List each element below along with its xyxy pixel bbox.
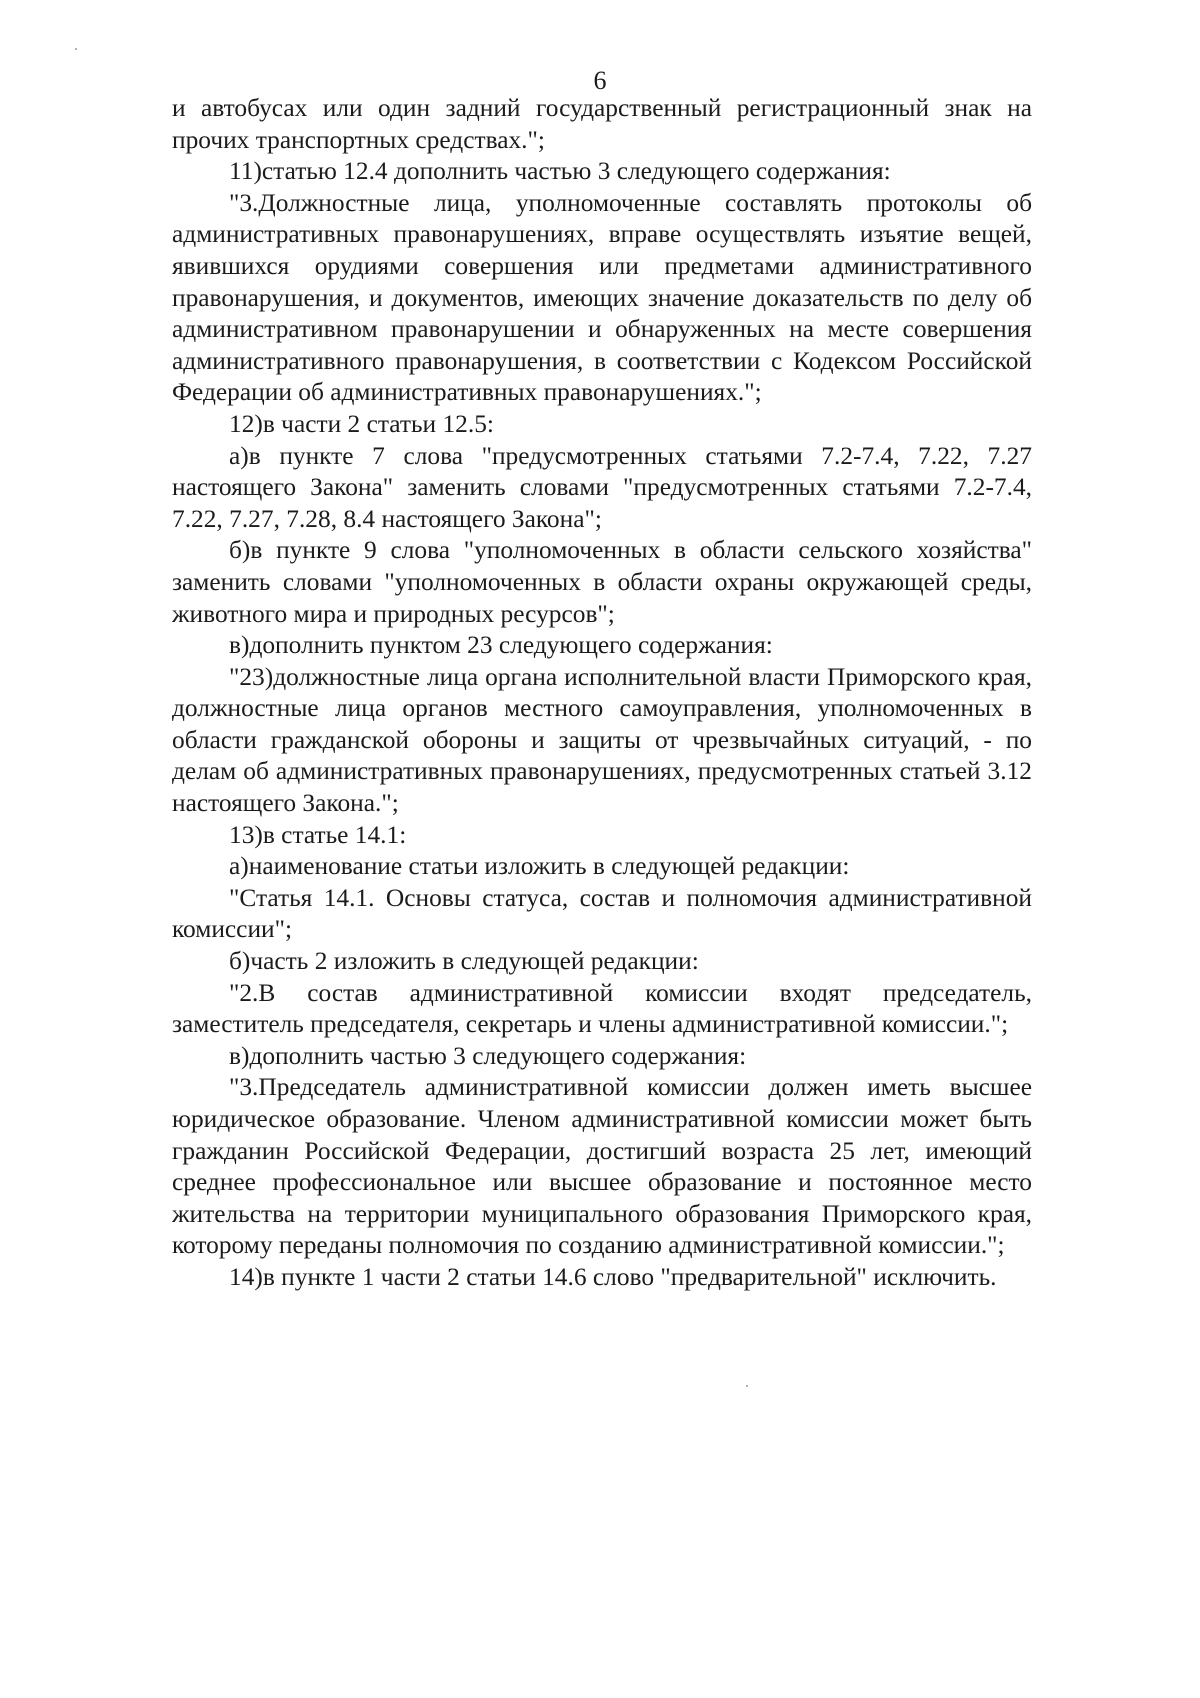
paragraph: и автобусах или один задний государственный регистрационный знак на прочих транспортных средствах."; — [172, 94, 1032, 154]
paragraph: 14)в пункте 1 части 2 статьи 14.6 слово "предварительной" исключить. — [229, 1262, 997, 1291]
paragraph: б)часть 2 изложить в следующей редакции: — [229, 947, 699, 976]
paragraph: 11)статью 12.4 дополнить частью 3 следующего содержания: — [229, 157, 891, 186]
paragraph: "23)должностные лица органа исполнительной власти Приморского края, должностные лица органов местного самоуправления, уполномоченных в области гражданской обороны и защиты от чрезвычайных ситуаций, - по делам об административных правонарушениях, предусмотренных статьей 3.12 настоящего Закона."; — [172, 662, 1032, 818]
page-number: 6 — [593, 66, 607, 95]
paragraph: "Статья 14.1. Основы статуса, состав и полномочия административной комиссии"; — [172, 883, 1032, 944]
scan-speck — [75, 48, 77, 50]
paragraph: в)дополнить частью 3 следующего содержания: — [229, 1041, 747, 1070]
paragraph: в)дополнить пунктом 23 следующего содержания: — [229, 631, 773, 660]
document-body — [172, 93, 1032, 1294]
paragraph: а)в пункте 7 слова "предусмотренных статьями 7.2-7.4, 7.22, 7.27 настоящего Закона" заменить словами "предусмотренных статьями 7.2-7.4, 7.22, 7.27, 7.28, 8.4 настоящего Закона"; — [172, 441, 1032, 533]
paragraph: "2.В состав административной комиссии входят председатель, заместитель председателя, секретарь и члены административной комиссии."; — [172, 978, 1032, 1039]
paragraph: 13)в статье 14.1: — [229, 820, 407, 849]
paragraph: "3.Председатель административной комиссии должен иметь высшее юридическое образование. Членом административной комиссии может быть гражданин Российской Федерации, достигший возраста 25 лет, имеющий среднее профессиональное или высшее образование и постоянное место жительства на территории муниципального образования Приморского края, которому переданы полномочия по созданию административной комиссии."; — [172, 1073, 1032, 1260]
paragraph: "3.Должностные лица, уполномоченные составлять протоколы об административных правонарушениях, вправе осуществлять изъятие вещей, явившихся орудиями совершения или предметами административного правонарушения, и документов, имеющих значение доказательств по делу об административном правонарушении и обнаруженных на месте совершения административного правонарушения, в соответствии с Кодексом Российской Федерации об административных правонарушениях."; — [172, 188, 1032, 407]
scan-speck — [746, 1385, 748, 1387]
paragraph: а)наименование статьи изложить в следующей редакции: — [229, 852, 850, 881]
paragraph: 12)в части 2 статьи 12.5: — [229, 409, 494, 438]
paragraph: б)в пункте 9 слова "уполномоченных в области сельского хозяйства" заменить словами "уполномоченных в области охраны окружающей среды, животного мира и природных ресурсов"; — [172, 536, 1032, 628]
